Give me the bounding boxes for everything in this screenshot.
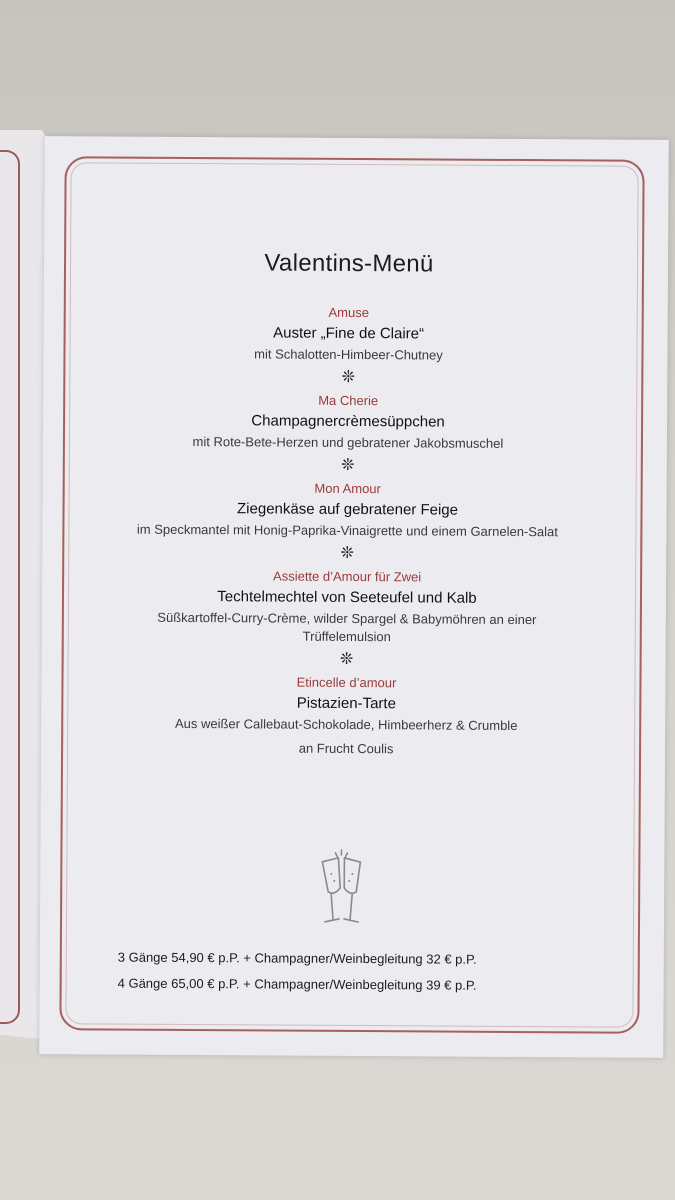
separator-icon: ❊	[339, 650, 354, 668]
price-list	[118, 945, 477, 999]
price-line-3-courses: 3 Gänge 54,90 € p.P. + Champagner/Weinbegleitung 32 € p.P.	[117, 949, 477, 967]
course-dish: Pistazien-Tarte	[296, 694, 397, 713]
course-etincelle	[111, 673, 582, 760]
course-label: Etincelle d’amour	[296, 674, 397, 691]
price-line-4-courses: 4 Gänge 65,00 € p.P. + Champagner/Weinbegleitung 39 € p.P.	[117, 975, 477, 993]
course-label: Assiette d’Amour für Zwei	[273, 568, 422, 585]
course-label: Mon Amour	[314, 480, 381, 497]
course-description: im Speckmantel mit Honig-Paprika-Vinaigrette und einem Garnelen-Salat	[136, 521, 558, 540]
course-dish: Ziegenkäse auf gebratener Feige	[236, 500, 459, 519]
menu-card	[39, 136, 669, 1058]
course-description: Aus weißer Callebaut-Schokolade, Himbeerherz & Crumble	[174, 715, 518, 734]
menu-title: Valentins-Menü	[264, 249, 434, 278]
separator-icon: ❊	[341, 456, 355, 475]
course-description-extra: an Frucht Coulis	[298, 740, 394, 757]
course-mon-amour	[112, 479, 582, 542]
course-ma-cherie	[113, 391, 583, 454]
separator-icon: ❊	[340, 544, 355, 562]
menu-content	[111, 249, 584, 760]
course-assiette	[112, 567, 582, 648]
course-amuse	[113, 303, 583, 366]
separator-icon: ❊	[341, 368, 356, 387]
course-label: Ma Cherie	[318, 392, 379, 409]
course-description: mit Schalotten-Himbeer-Chutney	[254, 346, 443, 363]
left-page-border	[0, 150, 20, 1024]
champagne-glasses-icon	[314, 848, 371, 932]
course-dish: Champagnercrèmesüppchen	[251, 412, 445, 431]
course-dish: Auster „Fine de Claire“	[273, 324, 425, 343]
course-label: Amuse	[328, 304, 370, 321]
course-dish: Techtelmechtel von Seeteufel und Kalb	[217, 588, 477, 607]
course-description: mit Rote-Bete-Herzen und gebratener Jakobsmuschel	[192, 434, 504, 451]
course-description: Süßkartoffel-Curry-Crème, wilder Spargel & Babymöhren an einer Trüffelemulsion	[157, 609, 537, 645]
